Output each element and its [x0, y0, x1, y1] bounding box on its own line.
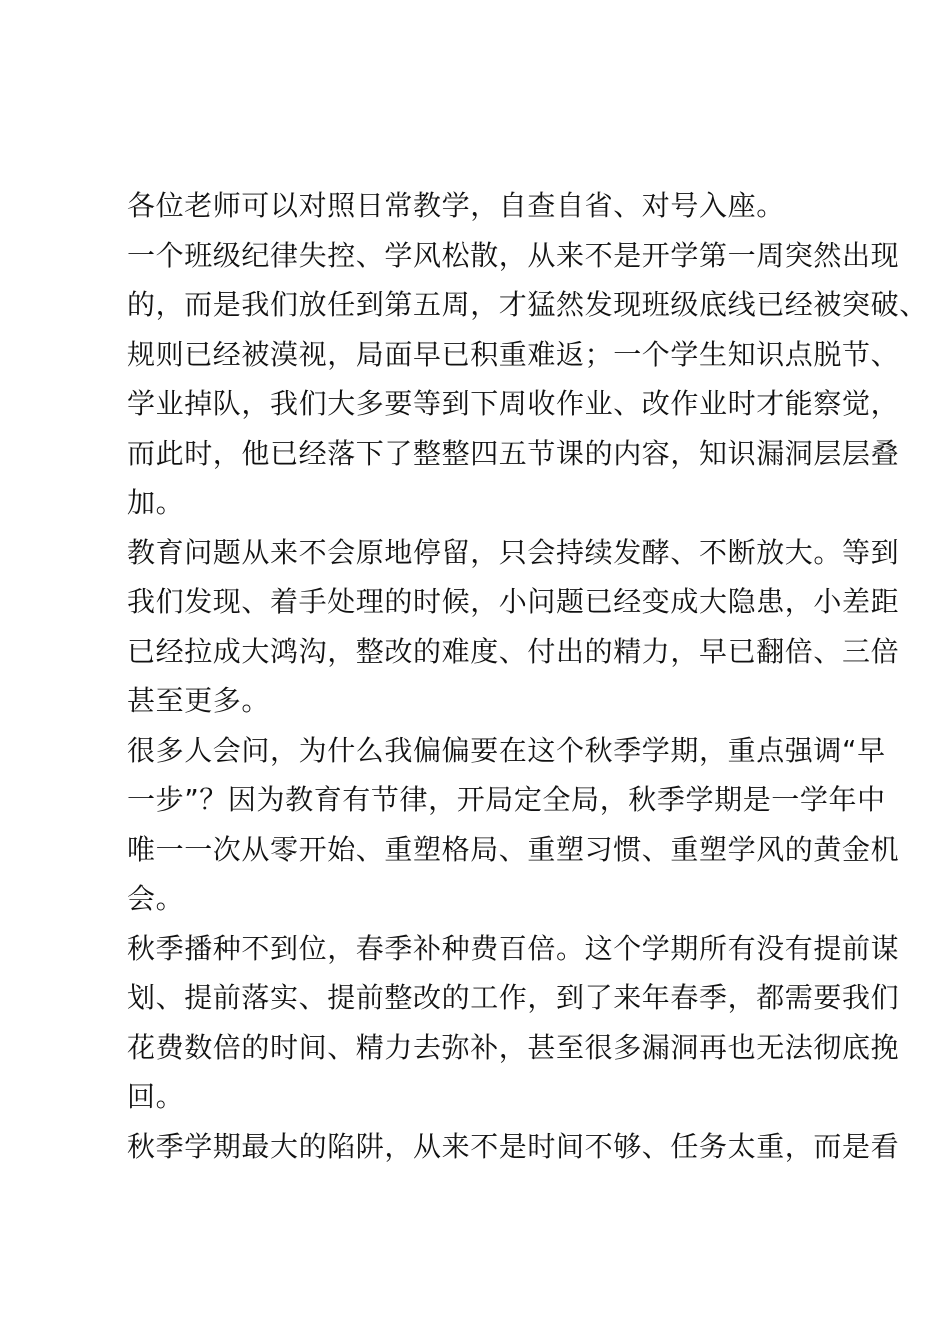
text-line: 秋季播种不到位，春季补种费百倍。这个学期所有没有提前谋 — [127, 931, 900, 965]
text-line: 甚至更多。 — [127, 684, 271, 717]
text-line: 规则已经被漠视，局面早已积重难返；一个学生知识点脱节、 — [127, 337, 900, 371]
text-line: 回。 — [127, 1080, 185, 1113]
text-line: 花费数倍的时间、精力去弥补，甚至很多漏洞再也无法彻底挽 — [127, 1030, 900, 1064]
document-body — [127, 181, 928, 1171]
text-line: 而此时，他已经落下了整整四五节课的内容，知识漏洞层层叠 — [127, 436, 900, 470]
text-line: 已经拉成大鸿沟，整改的难度、付出的精力，早已翻倍、三倍 — [127, 634, 900, 668]
text-line: 的，而是我们放任到第五周，才猛然发现班级底线已经被突破、 — [127, 288, 928, 321]
text-line: 教育问题从来不会原地停留，只会持续发酵、不断放大。等到 — [127, 535, 900, 569]
text-line: 秋季学期最大的陷阱，从来不是时间不够、任务太重，而是看 — [127, 1129, 900, 1163]
text-line: 加。 — [127, 486, 185, 519]
text-line: 一个班级纪律失控、学风松散，从来不是开学第一周突然出现 — [127, 238, 900, 272]
text-line: 划、提前落实、提前整改的工作，到了来年春季，都需要我们 — [127, 981, 900, 1014]
text-line: 我们发现、着手处理的时候，小问题已经变成大隐患，小差距 — [127, 585, 900, 618]
text-line: 各位老师可以对照日常教学，自查自省、对号入座。 — [127, 189, 785, 222]
text-line: 唯一一次从零开始、重塑格局、重塑习惯、重塑学风的黄金机 — [127, 832, 900, 866]
text-line: 很多人会问，为什么我偏偏要在这个秋季学期，重点强调“早 — [127, 733, 886, 767]
text-line: 学业掉队，我们大多要等到下周收作业、改作业时才能察觉， — [127, 387, 900, 420]
text-line: 一步”？因为教育有节律，开局定全局，秋季学期是一学年中 — [127, 783, 886, 816]
text-line: 会。 — [127, 882, 185, 915]
